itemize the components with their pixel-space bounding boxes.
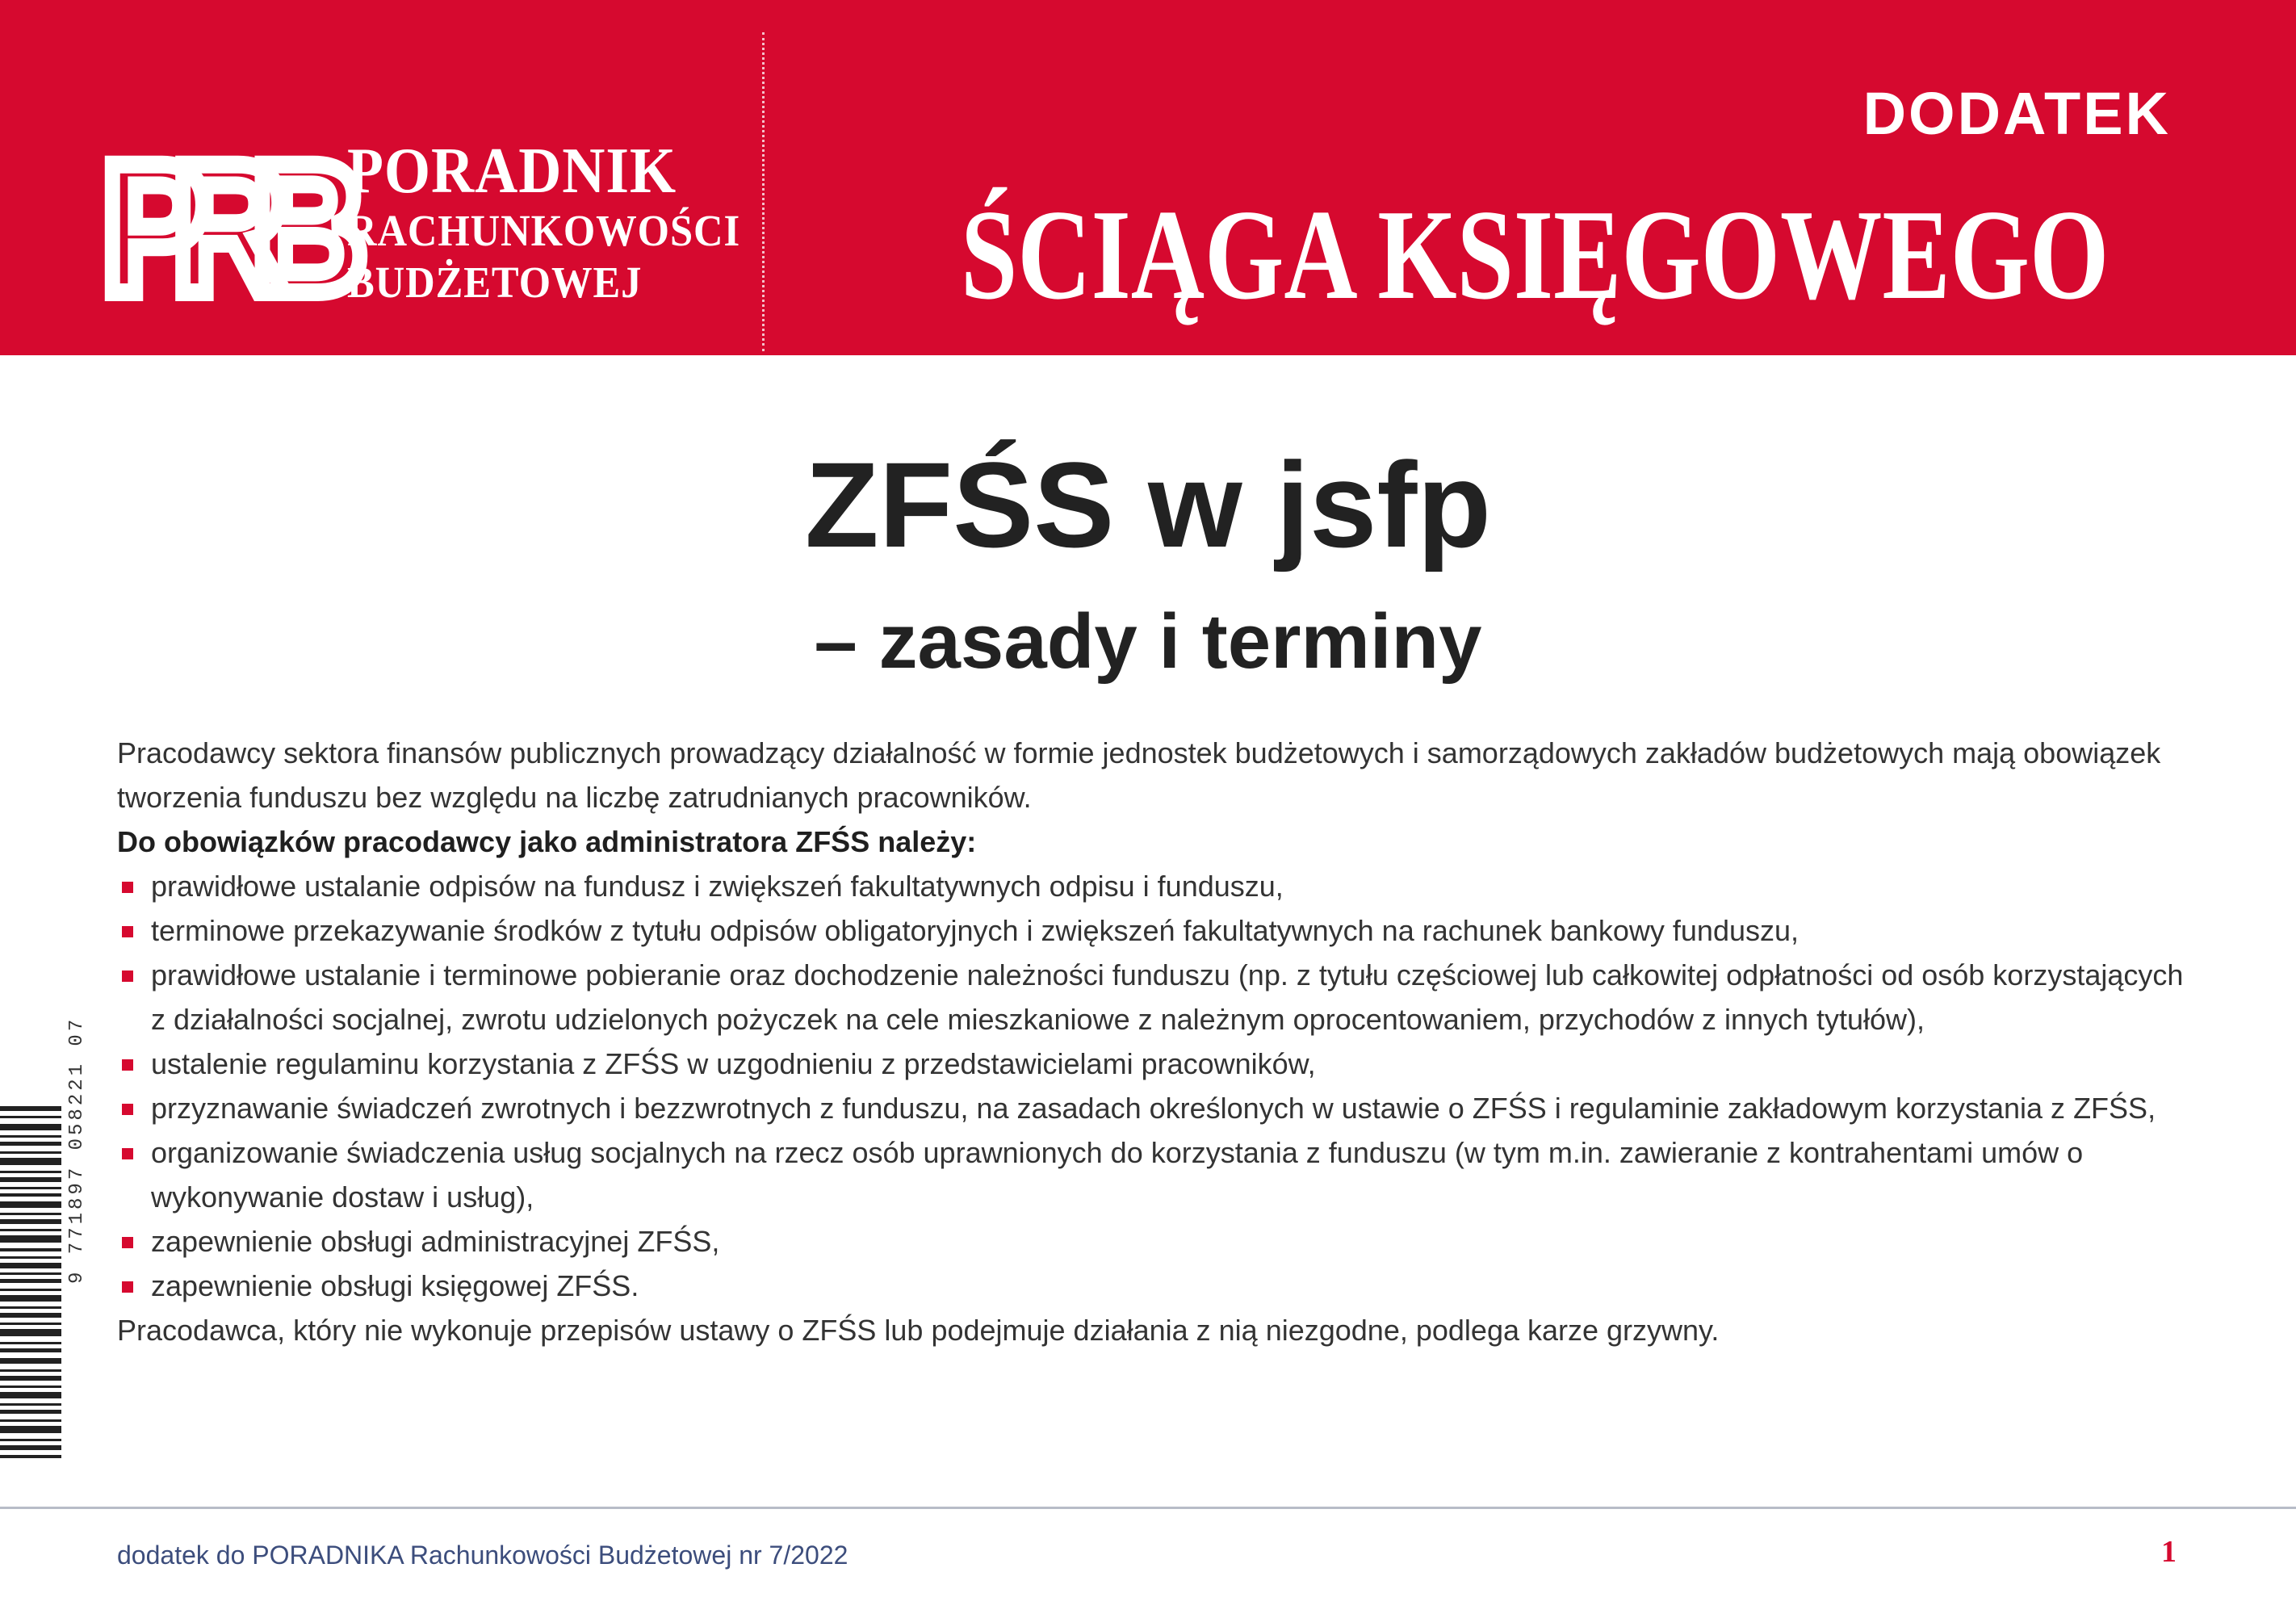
list-item-text: prawidłowe ustalanie odpisów na fundusz i zwiększeń fakultatywnych odpisu i funduszu, [151, 870, 1284, 903]
intro-paragraph: Pracodawcy sektora finansów publicznych prowadzący działalność w formie jednostek budżetowych i samorządowych zakładów budżetowych mają obowiązek tworzenia funduszu bez względu na liczbę zatrudnianych pracowników. [117, 736, 2161, 814]
list-item [117, 908, 2184, 953]
supplement-title: ŚCIĄGA KSIĘGOWEGO [961, 182, 2110, 326]
bullet-square-icon [122, 1281, 133, 1293]
list-item [117, 1219, 2184, 1264]
list-item [117, 1130, 2184, 1219]
list-item-text: zapewnienie obsługi administracyjnej ZFŚS, [151, 1225, 720, 1258]
list-item-text: przyznawanie świadczeń zwrotnych i bezzwrotnych z funduszu, na zasadach określonych w ustawie o ZFŚS i regulaminie zakładowym korzystania z ZFŚS, [151, 1092, 2156, 1125]
bullet-square-icon [122, 1104, 133, 1115]
barcode-number: 9 771897 058221 07 [66, 1016, 88, 1284]
logo-letters: PRB [102, 124, 361, 332]
bullet-square-icon [122, 882, 133, 893]
article-body [117, 731, 2184, 1352]
list-item [117, 1086, 2184, 1130]
bullet-square-icon [122, 970, 133, 982]
list-item-text: prawidłowe ustalanie i terminowe pobieranie oraz dochodzenie należności funduszu (np. z tytułu częściowej lub całkowitej odpłatności od osób korzystających z działalności socjalnej, zwrotu udzielonych pożyczek na cele mieszkaniowe z należnym oprocentowaniem, przychodów z innych tytułów), [151, 958, 2184, 1036]
list-item [117, 1042, 2184, 1086]
header-banner [0, 0, 2296, 355]
prb-logo-icon [102, 124, 361, 332]
list-item [117, 864, 2184, 908]
page-number: 1 [2161, 1535, 2177, 1569]
page-subtitle: – zasady i terminy [814, 598, 1482, 685]
bullet-square-icon [122, 1148, 133, 1159]
banner-divider [762, 32, 765, 351]
list-item-text: organizowanie świadczenia usług socjalnych na rzecz osób uprawnionych do korzystania z funduszu (w tym m.in. zawieranie z kontrahentami umów o wykonywanie dostaw i usług), [151, 1136, 2084, 1214]
footer-caption: dodatek do PORADNIKA Rachunkowości Budżetowej nr 7/2022 [117, 1541, 848, 1570]
bullet-square-icon [122, 1237, 133, 1248]
list-item-text: terminowe przekazywanie środków z tytułu odpisów obligatoryjnych i zwiększeń fakultatywnych na rachunek bankowy funduszu, [151, 914, 1800, 947]
duties-list [117, 864, 2184, 1308]
footer-rule [0, 1507, 2296, 1509]
list-item-text: ustalenie regulaminu korzystania z ZFŚS w uzgodnieniu z przedstawicielami pracowników, [151, 1047, 1316, 1080]
bullet-square-icon [122, 1059, 133, 1071]
page-title: ZFŚS w jsfp [804, 437, 1492, 572]
closing-paragraph: Pracodawca, który nie wykonuje przepisów ustawy o ZFŚS lub podejmuje działania z nią niezgodne, podlega karze grzywny. [117, 1314, 1720, 1347]
supplement-label: DODATEK [1862, 80, 2171, 147]
duties-heading: Do obowiązków pracodawcy jako administratora ZFŚS należy: [117, 825, 977, 858]
list-item [117, 953, 2184, 1042]
list-item-text: zapewnienie obsługi księgowej ZFŚS. [151, 1269, 639, 1302]
list-item [117, 1264, 2184, 1308]
logo-wordmark [347, 137, 740, 308]
logo-line-3: BUDŻETOWEJ [347, 258, 643, 307]
bullet-square-icon [122, 926, 133, 937]
logo-line-1: PORADNIK [347, 136, 677, 207]
logo-line-2: RACHUNKOWOŚCI [347, 206, 741, 255]
